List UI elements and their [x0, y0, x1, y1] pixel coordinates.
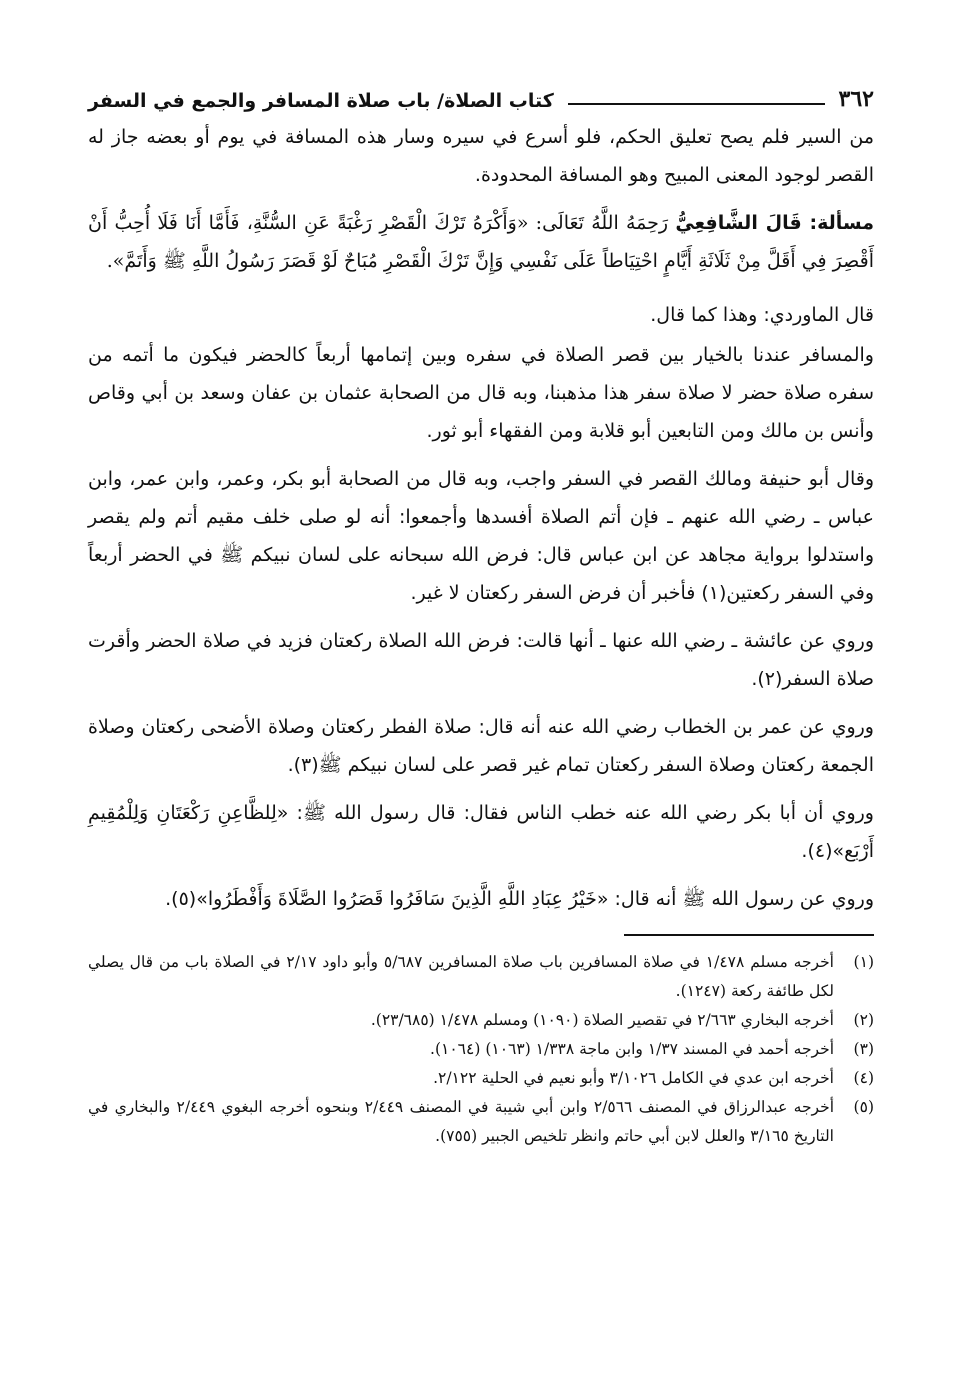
paragraph-6: وروي عن عمر بن الخطاب رضي الله عنه أنه قال: صلاة الفطر ركعتان وصلاة الأضحى ركعتان وصلاة الجمعة ركعتان وصلاة السفر ركعتان تمام غير قصر على لسان نبيكم ﷺ(٣).	[88, 716, 874, 776]
book-page	[88, 78, 874, 1151]
footnote-separator	[624, 934, 874, 936]
footnote-text: أخرجه ابن عدي في الكامل ٣/١٠٢٦ وأبو نعيم في الحلية ٢/١٢٢.	[433, 1069, 834, 1087]
footnote-number: (٤)	[853, 1069, 874, 1087]
running-title: كتاب الصلاة/ باب صلاة المسافر والجمع في السفر	[88, 90, 554, 112]
masala-heading: مسألة: قَالَ الشَّافِعِيُّ	[675, 212, 875, 234]
footnote-text: أخرجه البخاري ٢/٦٦٣ في تقصير الصلاة (١٠٩٠) ومسلم ١/٤٧٨ (٢٣/٦٨٥).	[370, 1011, 834, 1029]
masala-paragraph	[88, 204, 874, 280]
main-text	[88, 118, 874, 918]
masala-quote: رَحِمَهُ اللَّهُ تَعَالَى: «وَأَكْرَهُ تَرْكَ الْقَصْرِ رَغْبَةً عَنِ السُّنَّةِ، فَأَمَّا أَنَا فَلَا أُحِبُّ أَنْ أَقْصِرَ فِي أَقَلَّ مِنْ ثَلَاثَةِ أَيَّامٍ احْتِيَاطاً عَلَى نَفْسِي وَإِنَّ تَرْكَ الْقَصْرِ مُبَاحٌ لَوْ قَصَرَ رَسُولُ اللَّهِ ﷺ وَأَتَمَّ».	[88, 212, 874, 272]
page-number: ٣٦٢	[838, 86, 874, 112]
footnote-item	[88, 1093, 874, 1151]
footnotes	[88, 948, 874, 1151]
header-rule	[568, 103, 825, 105]
footnote-number: (٣)	[853, 1040, 874, 1058]
footnote-item	[88, 948, 874, 1006]
footnote-text: أخرجه مسلم ١/٤٧٨ في صلاة المسافرين باب صلاة المسافرين ٥/٦٨٧ وأبو داود ٢/١٧ في الصلاة باب من قال يصلي لكل طائفة ركعة (١٢٤٧).	[88, 953, 834, 1000]
footnote-number: (١)	[853, 953, 874, 971]
paragraph-5: وروي عن عائشة ـ رضي الله عنها ـ أنها قالت: فرض الله الصلاة ركعتان فزيد في صلاة الحضر وأقرت صلاة السفر(٢).	[88, 630, 874, 690]
paragraph-3: والمسافر عندنا بالخيار بين قصر الصلاة في سفره وبين إتمامها أربعاً كالحضر فيكون ما أتمه من سفره صلاة حضر لا صلاة سفر هذا مذهبنا، وبه قال من الصحابة عثمان بن عفان وسعد بن أبي وقاص وأنس بن مالك ومن التابعين أبو قلابة ومن الفقهاء أبو ثور.	[88, 344, 874, 442]
footnote-item	[88, 1035, 874, 1064]
footnote-text: أخرجه أحمد في المسند ١/٣٧ وابن ماجة ١/٣٣٨ (١٠٦٣) (١٠٦٤).	[430, 1040, 834, 1058]
footnote-item	[88, 1064, 874, 1093]
paragraph-2: قال الماوردي: وهذا كما قال.	[650, 304, 874, 326]
running-header	[88, 78, 874, 112]
footnote-item	[88, 1006, 874, 1035]
paragraph-8: وروي عن رسول الله ﷺ أنه قال: «خَيْرُ عِبَادِ اللَّهِ الَّذِينَ سَافَرُوا قَصَرُوا الصَّلَاةَ وَأَفْطَرُوا»(٥).	[165, 888, 874, 910]
footnote-number: (٥)	[853, 1098, 874, 1116]
footnote-text: أخرجه عبدالرزاق في المصنف ٢/٥٦٦ وابن أبي شيبة في المصنف ٢/٤٤٩ وبنحوه أخرجه البغوي ٢/٤٤٩ والبخاري في التاريخ ٣/١٦٥ والعلل لابن أبي حاتم وانظر تلخيص الجبير (٧٥٥).	[88, 1098, 834, 1145]
footnote-number: (٢)	[853, 1011, 874, 1029]
paragraph-4: وقال أبو حنيفة ومالك القصر في السفر واجب، وبه قال من الصحابة أبو بكر، وعمر، وابن عمر، وابن عباس ـ رضي الله عنهم ـ فإن أتم الصلاة أفسدها وأجمعوا: أنه لو صلى خلف مقيم أتم ولم يقصر واستدلوا برواية مجاهد عن ابن عباس قال: فرض الله سبحانه على لسان نبيكم ﷺ في الحضر أربعاً وفي السفر ركعتين(١) فأخبر أن فرض السفر ركعتان لا غير.	[88, 468, 874, 604]
paragraph-1: من السير فلم يصح تعليق الحكم، فلو أسرع في سيره وسار هذه المسافة في يوم أو بعضه جاز له القصر لوجود المعنى المبيح وهو المسافة المحدودة.	[88, 126, 874, 186]
paragraph-7: وروي أن أبا بكر رضي الله عنه خطب الناس فقال: قال رسول الله ﷺ: «لِلظَّاعِنِ رَكْعَتَانِ وَلِلْمُقِيمِ أَرْبَع»(٤).	[88, 802, 874, 862]
